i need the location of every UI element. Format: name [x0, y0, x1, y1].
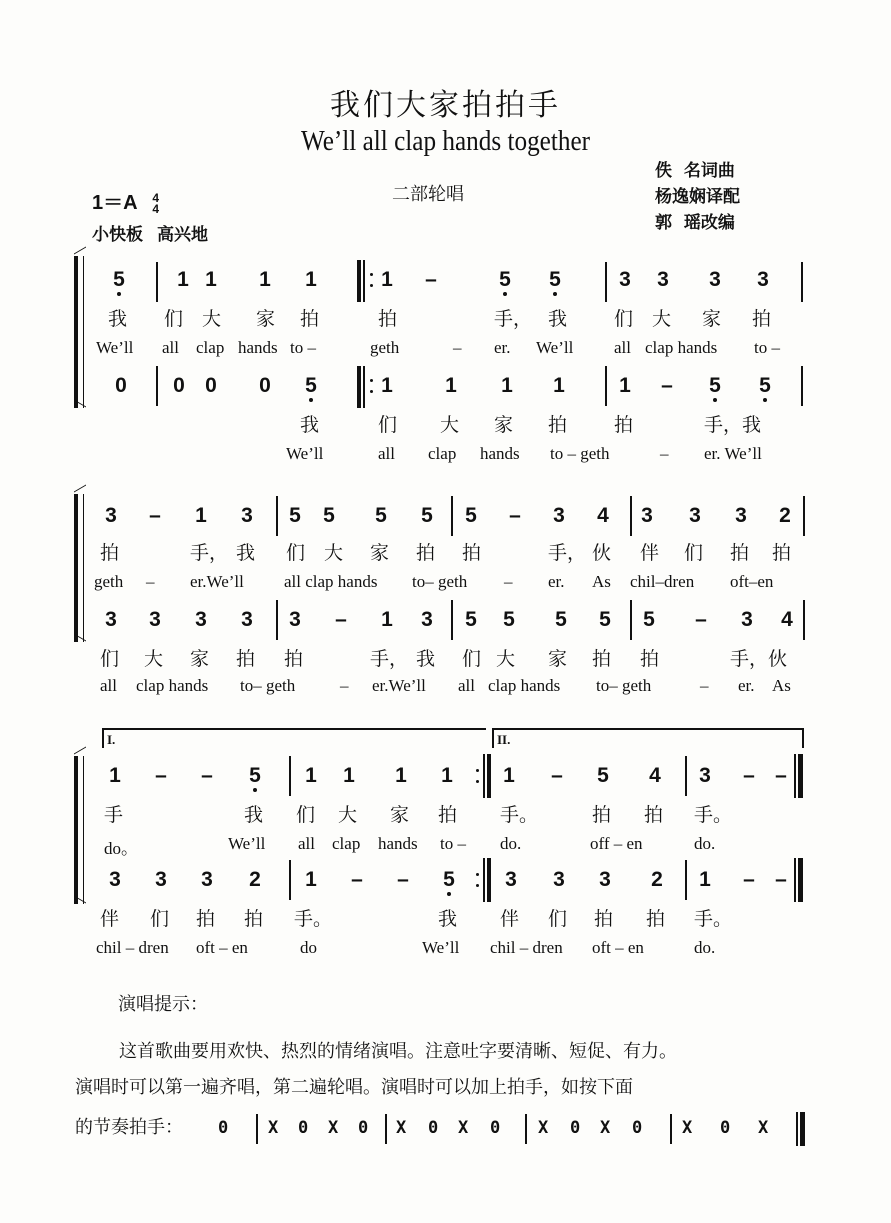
- note: 2: [779, 504, 791, 527]
- lyric-en: –: [504, 572, 513, 591]
- note: 1: [553, 374, 565, 397]
- lyric-en: all: [298, 834, 315, 853]
- note: –: [425, 268, 437, 291]
- lyric-cn: 手。: [694, 804, 733, 826]
- barline: [256, 1114, 258, 1144]
- note: 5: [704, 374, 726, 398]
- note: –: [149, 504, 161, 527]
- lyric-cn: 拍: [236, 648, 256, 670]
- lyric-cn: 拍: [100, 542, 120, 564]
- note: 1: [441, 764, 453, 787]
- final-barline: [794, 754, 803, 798]
- lyric-en: hands: [238, 338, 278, 357]
- lyric-cn: 拍: [284, 648, 304, 670]
- lyric-cn: 们: [614, 308, 634, 330]
- lyric-cn: 大: [338, 804, 358, 826]
- note: 3: [289, 608, 301, 631]
- note: 1: [619, 374, 631, 397]
- note: 5: [375, 504, 387, 527]
- lyric-en: As: [592, 572, 611, 591]
- barline: [156, 366, 158, 406]
- lyric-cn: 我: [438, 908, 458, 930]
- lyric-cn: 大: [652, 308, 672, 330]
- lyric-cn: 我: [416, 648, 436, 670]
- lyric-cn: 大: [496, 648, 516, 670]
- note: 5: [754, 374, 776, 398]
- lyric-cn: 拍: [378, 308, 398, 330]
- note: 1: [109, 764, 121, 787]
- lyric-cn: 们: [462, 648, 482, 670]
- lyric-cn: 家: [702, 308, 722, 330]
- final-barline: [796, 1112, 805, 1146]
- lyric-cn: 我: [300, 414, 320, 436]
- performance-form: 二部轮唱: [392, 184, 464, 205]
- lyric-en: clap hands: [136, 676, 209, 695]
- lyric-en: all clap hands: [284, 572, 378, 591]
- lyric-cn: 们: [684, 542, 704, 564]
- lyric-en: er. We’ll: [704, 444, 762, 463]
- note: 3: [241, 504, 253, 527]
- lyric-cn: 们: [164, 308, 184, 330]
- lyric-cn: 拍: [614, 414, 634, 436]
- lyric-cn: 拍: [548, 414, 568, 436]
- barline: [451, 600, 453, 640]
- note: –: [351, 868, 363, 891]
- note: 5: [503, 608, 515, 631]
- note: 3: [241, 608, 253, 631]
- note: 5: [555, 608, 567, 631]
- lyric-cn: 拍: [438, 804, 458, 826]
- lyric-cn: 大: [324, 542, 344, 564]
- lyric-cn: 们: [286, 542, 306, 564]
- note: 0: [173, 374, 185, 397]
- lyric-cn: 拍: [592, 648, 612, 670]
- lyric-en: geth: [370, 338, 400, 357]
- lyric-cn: 手，伙: [730, 648, 788, 670]
- lyric-cn: 拍: [646, 908, 666, 930]
- note: –: [661, 374, 673, 397]
- note: 3: [201, 868, 213, 891]
- lyric-en: clap hands: [645, 338, 718, 357]
- song-title-english: We’ll all clap hands together: [300, 126, 591, 157]
- lyric-cn: 拍: [772, 542, 792, 564]
- note: –: [509, 504, 521, 527]
- note: 3: [709, 268, 721, 291]
- note: –: [551, 764, 563, 787]
- note: 5: [421, 504, 433, 527]
- note: 1: [177, 268, 189, 291]
- note: 3: [505, 868, 517, 891]
- repeat-dots: [370, 368, 373, 404]
- note: 1: [503, 764, 515, 787]
- note: –: [155, 764, 167, 787]
- lyric-en: do。: [104, 839, 138, 858]
- lyric-cn: 拍: [244, 908, 264, 930]
- note: 4: [781, 608, 793, 631]
- note: –: [743, 868, 755, 891]
- lyric-en: do.: [500, 834, 522, 853]
- lyric-cn: 手，我: [704, 414, 762, 436]
- lyric-cn: 家: [548, 648, 568, 670]
- lyric-en: hands: [480, 444, 520, 463]
- lyric-cn: 手。: [694, 908, 733, 930]
- lyric-en: to –: [754, 338, 780, 357]
- note: 3: [421, 608, 433, 631]
- note: 1: [305, 268, 317, 291]
- lyric-cn: 拍: [462, 542, 482, 564]
- note: –: [775, 868, 787, 891]
- barline: [605, 366, 607, 406]
- lyric-cn: 手，: [548, 542, 587, 564]
- lyric-cn: 我: [244, 804, 264, 826]
- lyric-cn: 我: [108, 308, 128, 330]
- note: 5: [597, 764, 609, 787]
- volta-second-ending: II.: [492, 728, 804, 748]
- repeat-end-dots: [476, 758, 479, 794]
- note: 0: [205, 374, 217, 397]
- note: 1: [259, 268, 271, 291]
- lyric-en: do.: [694, 834, 716, 853]
- note: 5: [643, 608, 655, 631]
- repeat-dots: [370, 262, 373, 298]
- lyric-en: do: [300, 938, 317, 957]
- lyric-en: to –: [290, 338, 316, 357]
- note: 4: [597, 504, 609, 527]
- note: 1: [381, 374, 393, 397]
- barline: [289, 756, 291, 796]
- lyric-cn: 们: [100, 648, 120, 670]
- note: 5: [465, 504, 477, 527]
- note: 1: [699, 868, 711, 891]
- note: 3: [195, 608, 207, 631]
- note: 1: [445, 374, 457, 397]
- barline: [276, 496, 278, 536]
- lyric-en: –: [340, 676, 349, 695]
- note: 5: [438, 868, 460, 892]
- note: 5: [599, 608, 611, 631]
- lyric-en: er.We’ll: [190, 572, 244, 591]
- lyric-cn: 我: [548, 308, 568, 330]
- lyric-en: –: [453, 338, 462, 357]
- barline: [685, 756, 687, 796]
- note: –: [695, 608, 707, 631]
- lyric-en: As: [772, 676, 791, 695]
- lyric-en: to– geth: [240, 676, 296, 695]
- lyric-cn: 手。: [500, 804, 539, 826]
- barline: [289, 860, 291, 900]
- lyric-cn: 家: [390, 804, 410, 826]
- barline: [801, 366, 803, 406]
- lyric-en: all: [378, 444, 395, 463]
- lyric-en: oft – en: [592, 938, 644, 957]
- note: 3: [619, 268, 631, 291]
- lyric-en: chil – dren: [96, 938, 169, 957]
- lyric-cn: 我: [236, 542, 256, 564]
- lyric-en: geth: [94, 572, 124, 591]
- note: 5: [494, 268, 516, 292]
- lyric-cn: 拍: [594, 908, 614, 930]
- lyric-en: to– geth: [596, 676, 652, 695]
- lyric-cn: 伴: [500, 908, 520, 930]
- note: 3: [641, 504, 653, 527]
- lyric-cn: 拍: [592, 804, 612, 826]
- note: 3: [699, 764, 711, 787]
- lyric-en: to – geth: [550, 444, 610, 463]
- lyric-en: clap hands: [488, 676, 561, 695]
- note: 3: [553, 504, 565, 527]
- note: 3: [105, 608, 117, 631]
- barline: [276, 600, 278, 640]
- tips-paragraph-3: 的节奏拍手：: [75, 1117, 183, 1138]
- note: –: [201, 764, 213, 787]
- note: 1: [381, 268, 393, 291]
- note: 5: [544, 268, 566, 292]
- note: –: [335, 608, 347, 631]
- lyric-en: chil – dren: [490, 938, 563, 957]
- lyric-en: er.: [494, 338, 511, 357]
- note: 3: [149, 608, 161, 631]
- note: 5: [323, 504, 335, 527]
- note: –: [397, 868, 409, 891]
- lyric-en: oft – en: [196, 938, 248, 957]
- lyric-en: er.We’ll: [372, 676, 426, 695]
- lyric-cn: 们: [548, 908, 568, 930]
- note: 0: [115, 374, 127, 397]
- credits: [655, 158, 740, 236]
- lyric-en: hands: [378, 834, 418, 853]
- tips-paragraph-2: 演唱时可以第一遍齐唱，第二遍轮唱。演唱时可以加上拍手，如按下面: [75, 1077, 633, 1098]
- lyric-en: er.: [548, 572, 565, 591]
- barline: [670, 1114, 672, 1144]
- barline: [803, 496, 805, 536]
- note: 5: [465, 608, 477, 631]
- note: 1: [381, 608, 393, 631]
- lyric-en: clap: [428, 444, 457, 463]
- note: 3: [599, 868, 611, 891]
- barline: [385, 1114, 387, 1144]
- final-barline: [794, 858, 803, 902]
- barline: [801, 262, 803, 302]
- lyric-en: We’ll: [422, 938, 460, 957]
- credit-translator: 杨逸娴译配: [655, 187, 740, 207]
- repeat-start: [357, 366, 371, 408]
- lyric-cn: 家: [494, 414, 514, 436]
- note: –: [775, 764, 787, 787]
- barline: [803, 600, 805, 640]
- lyric-cn: 拍: [196, 908, 216, 930]
- barline: [451, 496, 453, 536]
- note: 3: [657, 268, 669, 291]
- note: 1: [305, 868, 317, 891]
- lyric-en: all: [458, 676, 475, 695]
- lyric-cn: 拍: [752, 308, 772, 330]
- repeat-start: [357, 260, 371, 302]
- lyric-cn: 家: [256, 308, 276, 330]
- lyric-cn: 拍: [644, 804, 664, 826]
- note: 3: [757, 268, 769, 291]
- credit-arranger: 郭 瑶改编: [655, 213, 735, 233]
- note: 5: [244, 764, 266, 788]
- barline: [605, 262, 607, 302]
- lyric-en: do.: [694, 938, 716, 957]
- note: 3: [735, 504, 747, 527]
- note: 2: [249, 868, 261, 891]
- lyric-cn: 大: [202, 308, 222, 330]
- song-title-chinese: 我们大家拍拍手: [330, 88, 561, 123]
- lyric-en: all: [162, 338, 179, 357]
- note: 3: [155, 868, 167, 891]
- note: 1: [205, 268, 217, 291]
- lyric-en: to –: [440, 834, 466, 853]
- lyric-cn: 伴: [100, 908, 120, 930]
- lyric-cn: 大: [144, 648, 164, 670]
- lyric-en: all: [614, 338, 631, 357]
- lyric-cn: 手，: [494, 308, 533, 330]
- note: 5: [300, 374, 322, 398]
- note: 4: [649, 764, 661, 787]
- lyric-en: We’ll: [286, 444, 324, 463]
- system-brace: [74, 256, 84, 408]
- lyric-en: oft–en: [730, 572, 774, 591]
- lyric-en: We’ll: [228, 834, 266, 853]
- note: 3: [689, 504, 701, 527]
- lyric-en: clap: [332, 834, 361, 853]
- note: 5: [108, 268, 130, 292]
- lyric-en: –: [700, 676, 709, 695]
- system-brace: [74, 756, 84, 904]
- note: 1: [395, 764, 407, 787]
- lyric-en: all: [100, 676, 117, 695]
- repeat-end-barline: [483, 858, 491, 902]
- lyric-cn: 家: [190, 648, 210, 670]
- key-label: 1＝A: [92, 192, 137, 214]
- lyric-cn: 伙: [592, 542, 612, 564]
- note: 3: [553, 868, 565, 891]
- note: 3: [109, 868, 121, 891]
- lyric-en: chil–dren: [630, 572, 695, 591]
- tempo-marking: 小快板 高兴地: [92, 225, 208, 245]
- volta-first-ending: I.: [102, 728, 486, 748]
- lyric-en: We’ll: [536, 338, 574, 357]
- lyric-cn: 们: [296, 804, 316, 826]
- lyric-cn: 手，: [190, 542, 229, 564]
- lyric-cn: 手，: [370, 648, 409, 670]
- note: 5: [289, 504, 301, 527]
- lyric-en: clap: [196, 338, 225, 357]
- time-signature: 4 4: [152, 190, 160, 216]
- lyric-en: er.: [738, 676, 755, 695]
- barline: [525, 1114, 527, 1144]
- note: 1: [501, 374, 513, 397]
- barline: [630, 496, 632, 536]
- tips-heading: 演唱提示：: [118, 994, 208, 1015]
- repeat-end-dots: [476, 862, 479, 898]
- lyric-en: We’ll: [96, 338, 134, 357]
- tips-paragraph-1: 这首歌曲要用欢快、热烈的情绪演唱。注意吐字要清晰、短促、有力。: [119, 1041, 677, 1062]
- lyric-en: –: [146, 572, 155, 591]
- lyric-cn: 拍: [416, 542, 436, 564]
- barline: [156, 262, 158, 302]
- lyric-cn: 们: [150, 908, 170, 930]
- lyric-cn: 家: [370, 542, 390, 564]
- note: 0: [259, 374, 271, 397]
- barline: [630, 600, 632, 640]
- note: –: [743, 764, 755, 787]
- repeat-end-barline: [483, 754, 491, 798]
- note: 3: [105, 504, 117, 527]
- note: 3: [741, 608, 753, 631]
- lyric-cn: 拍: [730, 542, 750, 564]
- key-signature: [92, 186, 159, 215]
- lyric-en: to– geth: [412, 572, 468, 591]
- lyric-cn: 们: [378, 414, 398, 436]
- lyric-cn: 手。: [294, 908, 333, 930]
- barline: [685, 860, 687, 900]
- lyric-cn: 伴: [640, 542, 660, 564]
- note: 2: [651, 868, 663, 891]
- lyric-cn: 大: [440, 414, 460, 436]
- lyric-en: off – en: [590, 834, 643, 853]
- system-brace: [74, 494, 84, 642]
- note: 1: [195, 504, 207, 527]
- note: 1: [343, 764, 355, 787]
- lyric-cn: 手: [104, 804, 124, 826]
- lyric-cn: 拍: [300, 308, 320, 330]
- lyric-cn: 拍: [640, 648, 660, 670]
- credit-composer: 佚 名词曲: [655, 161, 735, 181]
- lyric-en: –: [660, 444, 669, 463]
- note: 1: [305, 764, 317, 787]
